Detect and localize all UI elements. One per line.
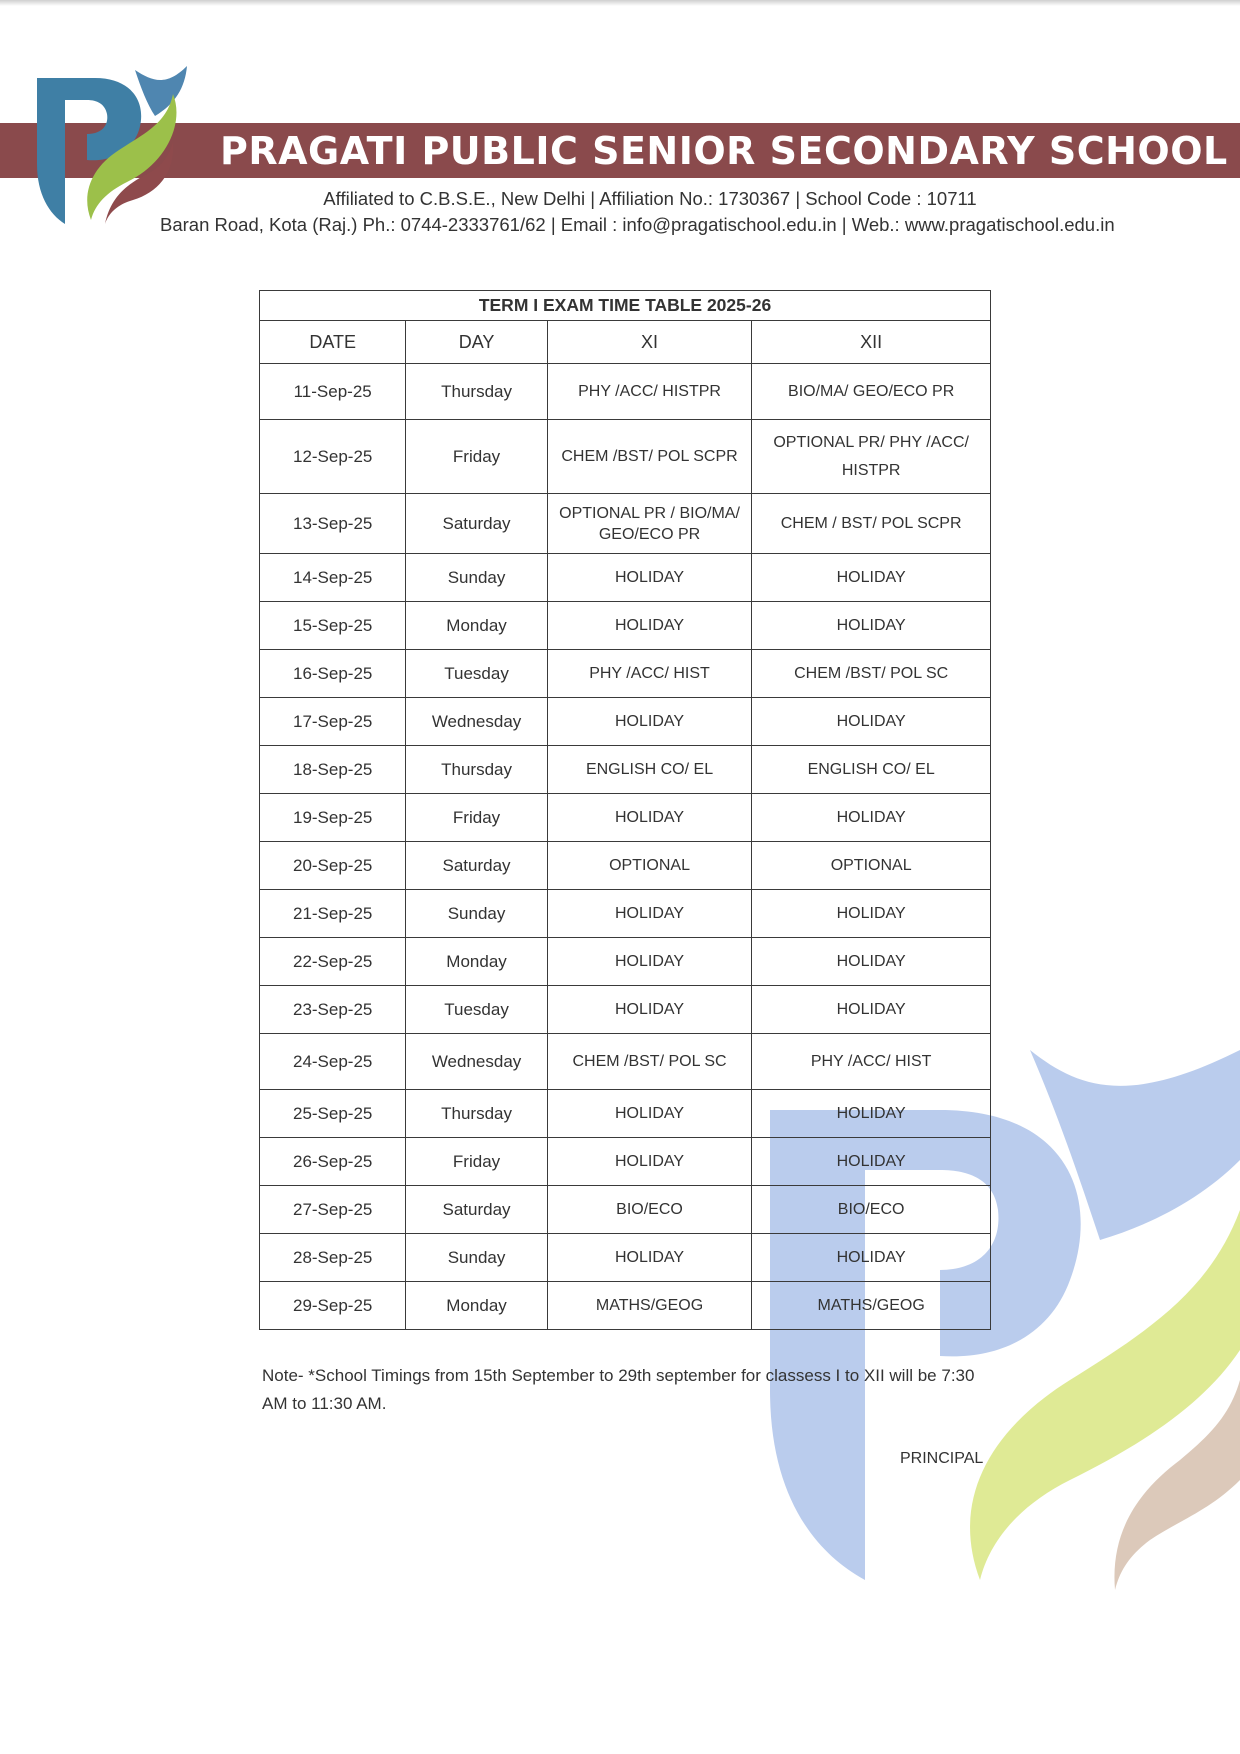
- school-name: PRAGATI PUBLIC SENIOR SECONDARY SCHOOL: [220, 129, 1228, 173]
- cell-date: 14-Sep-25: [260, 554, 406, 602]
- timetable-title: TERM I EXAM TIME TABLE 2025-26: [260, 291, 991, 321]
- table-row: [260, 650, 991, 698]
- cell-date: 21-Sep-25: [260, 890, 406, 938]
- cell-xi: HOLIDAY: [547, 794, 752, 842]
- cell-date: 20-Sep-25: [260, 842, 406, 890]
- column-header-day: DAY: [406, 321, 547, 364]
- cell-xii: HOLIDAY: [752, 794, 991, 842]
- cell-date: 18-Sep-25: [260, 746, 406, 794]
- cell-xii: BIO/ECO: [752, 1186, 991, 1234]
- cell-date: 11-Sep-25: [260, 364, 406, 420]
- cell-day: Saturday: [406, 842, 547, 890]
- table-row: [260, 1090, 991, 1138]
- table-row: [260, 698, 991, 746]
- cell-day: Monday: [406, 602, 547, 650]
- cell-day: Monday: [406, 938, 547, 986]
- cell-xi: CHEM /BST/ POL SCPR: [547, 420, 752, 494]
- cell-xi: HOLIDAY: [547, 938, 752, 986]
- cell-xii: HOLIDAY: [752, 986, 991, 1034]
- cell-xi: HOLIDAY: [547, 554, 752, 602]
- column-header-date: DATE: [260, 321, 406, 364]
- cell-xi: BIO/ECO: [547, 1186, 752, 1234]
- contact-line: Baran Road, Kota (Raj.) Ph.: 0744-2333761/62 | Email : info@pragatischool.edu.in | Web.: www.pragatischool.edu.in: [160, 214, 1115, 235]
- scan-edge: [0, 0, 1240, 6]
- column-header-xii: XII: [752, 321, 991, 364]
- table-row: [260, 364, 991, 420]
- cell-xii: HOLIDAY: [752, 1090, 991, 1138]
- cell-date: 28-Sep-25: [260, 1234, 406, 1282]
- table-row: [260, 938, 991, 986]
- cell-xii: HOLIDAY: [752, 698, 991, 746]
- cell-xii: HOLIDAY: [752, 554, 991, 602]
- table-row: [260, 1282, 991, 1330]
- cell-xii: OPTIONAL PR/ PHY /ACC/ HISTPR: [752, 420, 991, 494]
- cell-xii: CHEM /BST/ POL SC: [752, 650, 991, 698]
- cell-date: 22-Sep-25: [260, 938, 406, 986]
- cell-day: Tuesday: [406, 650, 547, 698]
- cell-day: Saturday: [406, 1186, 547, 1234]
- cell-day: Sunday: [406, 890, 547, 938]
- cell-xii: HOLIDAY: [752, 938, 991, 986]
- table-row: [260, 602, 991, 650]
- table-row: [260, 420, 991, 494]
- cell-xii: HOLIDAY: [752, 602, 991, 650]
- exam-timetable: [259, 290, 991, 1330]
- table-row: [260, 986, 991, 1034]
- cell-date: 17-Sep-25: [260, 698, 406, 746]
- cell-xii: BIO/MA/ GEO/ECO PR: [752, 364, 991, 420]
- cell-day: Tuesday: [406, 986, 547, 1034]
- table-row: [260, 890, 991, 938]
- timetable-title-row: [260, 291, 991, 321]
- cell-date: 12-Sep-25: [260, 420, 406, 494]
- timetable-header-row: [260, 321, 991, 364]
- cell-xi: HOLIDAY: [547, 698, 752, 746]
- cell-xi: PHY /ACC/ HIST: [547, 650, 752, 698]
- cell-xii: HOLIDAY: [752, 1138, 991, 1186]
- cell-date: 27-Sep-25: [260, 1186, 406, 1234]
- column-header-xi: XI: [547, 321, 752, 364]
- table-row: [260, 1186, 991, 1234]
- cell-day: Wednesday: [406, 1034, 547, 1090]
- cell-xi: HOLIDAY: [547, 1234, 752, 1282]
- cell-xi: HOLIDAY: [547, 602, 752, 650]
- cell-date: 23-Sep-25: [260, 986, 406, 1034]
- cell-day: Thursday: [406, 746, 547, 794]
- cell-day: Friday: [406, 794, 547, 842]
- cell-xi: OPTIONAL PR / BIO/MA/ GEO/ECO PR: [547, 494, 752, 554]
- cell-day: Wednesday: [406, 698, 547, 746]
- cell-xii: OPTIONAL: [752, 842, 991, 890]
- cell-date: 29-Sep-25: [260, 1282, 406, 1330]
- cell-date: 26-Sep-25: [260, 1138, 406, 1186]
- cell-xi: OPTIONAL: [547, 842, 752, 890]
- cell-xi: CHEM /BST/ POL SC: [547, 1034, 752, 1090]
- table-row: [260, 1234, 991, 1282]
- cell-xii: HOLIDAY: [752, 1234, 991, 1282]
- cell-day: Friday: [406, 1138, 547, 1186]
- cell-xi: HOLIDAY: [547, 1138, 752, 1186]
- table-row: [260, 554, 991, 602]
- principal-signature-label: PRINCIPAL: [900, 1450, 984, 1467]
- cell-xii: MATHS/GEOG: [752, 1282, 991, 1330]
- cell-day: Sunday: [406, 554, 547, 602]
- cell-day: Sunday: [406, 1234, 547, 1282]
- cell-date: 24-Sep-25: [260, 1034, 406, 1090]
- cell-date: 25-Sep-25: [260, 1090, 406, 1138]
- affiliation-line: Affiliated to C.B.S.E., New Delhi | Affiliation No.: 1730367 | School Code : 10711: [323, 188, 977, 209]
- table-row: [260, 1138, 991, 1186]
- cell-date: 19-Sep-25: [260, 794, 406, 842]
- cell-xi: HOLIDAY: [547, 890, 752, 938]
- cell-date: 16-Sep-25: [260, 650, 406, 698]
- table-row: [260, 842, 991, 890]
- cell-day: Thursday: [406, 364, 547, 420]
- cell-xi: HOLIDAY: [547, 1090, 752, 1138]
- cell-xii: CHEM / BST/ POL SCPR: [752, 494, 991, 554]
- cell-day: Saturday: [406, 494, 547, 554]
- cell-xi: PHY /ACC/ HISTPR: [547, 364, 752, 420]
- cell-xii: HOLIDAY: [752, 890, 991, 938]
- cell-day: Monday: [406, 1282, 547, 1330]
- cell-xi: ENGLISH CO/ EL: [547, 746, 752, 794]
- school-timing-note: Note- *School Timings from 15th September to 29th september for classess I to XII will be 7:30 AM to 11:30 AM.: [262, 1366, 975, 1413]
- cell-xi: HOLIDAY: [547, 986, 752, 1034]
- cell-day: Friday: [406, 420, 547, 494]
- cell-day: Thursday: [406, 1090, 547, 1138]
- table-row: [260, 746, 991, 794]
- cell-xii: ENGLISH CO/ EL: [752, 746, 991, 794]
- cell-date: 13-Sep-25: [260, 494, 406, 554]
- cell-xi: MATHS/GEOG: [547, 1282, 752, 1330]
- table-row: [260, 794, 991, 842]
- table-row: [260, 494, 991, 554]
- cell-date: 15-Sep-25: [260, 602, 406, 650]
- cell-xii: PHY /ACC/ HIST: [752, 1034, 991, 1090]
- table-row: [260, 1034, 991, 1090]
